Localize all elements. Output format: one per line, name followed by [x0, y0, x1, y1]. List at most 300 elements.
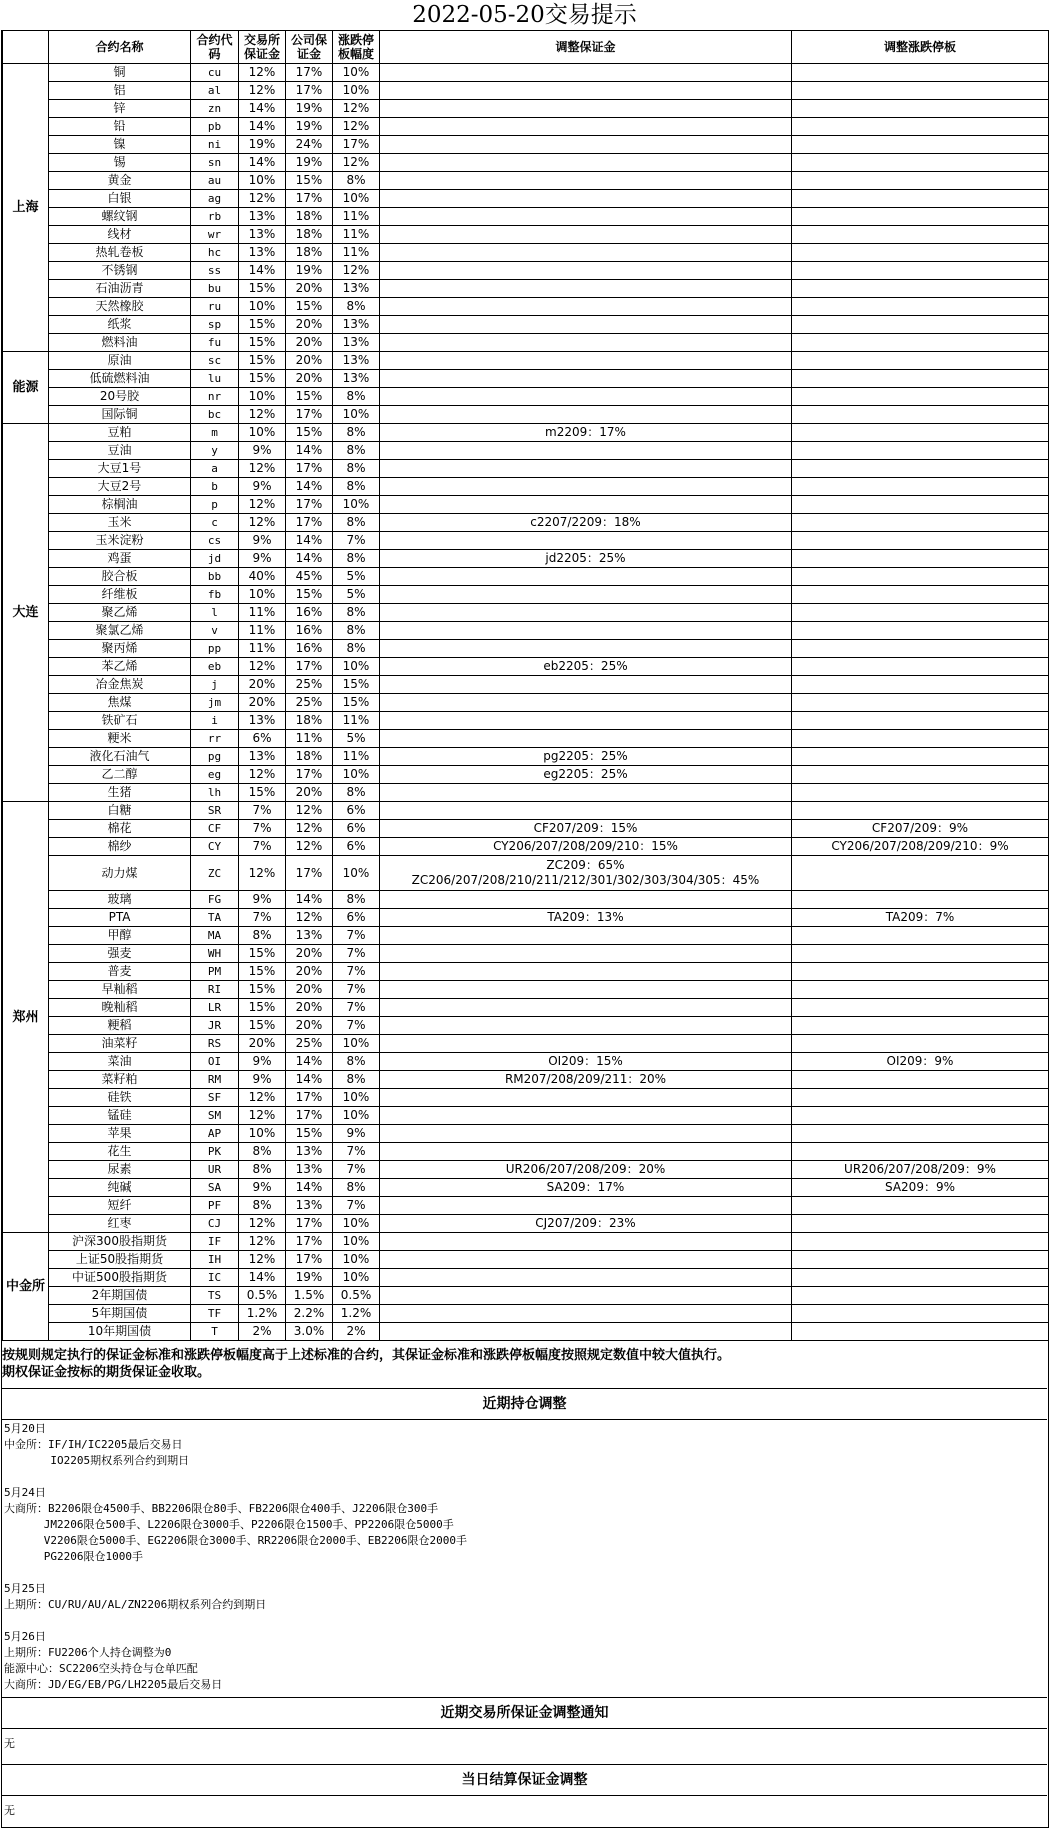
company-margin-cell: 13% [286, 927, 333, 945]
company-margin-cell: 17% [286, 1089, 333, 1107]
limit-cell: 10% [333, 658, 380, 676]
table-row [3, 730, 1049, 748]
company-margin-cell: 12% [286, 909, 333, 927]
adjust-limit-cell [792, 891, 1049, 909]
contract-name-cell: 动力煤 [49, 856, 191, 891]
limit-cell: 7% [333, 1197, 380, 1215]
company-margin-cell: 17% [286, 82, 333, 100]
adjust-limit-cell [792, 244, 1049, 262]
company-margin-cell: 3.0% [286, 1323, 333, 1341]
adjust-limit-cell [792, 1269, 1049, 1287]
company-margin-cell: 14% [286, 532, 333, 550]
contract-code-cell: SR [191, 802, 239, 820]
contract-code-cell: sp [191, 316, 239, 334]
exchange-margin-cell: 15% [239, 370, 286, 388]
adjust-limit-cell [792, 100, 1049, 118]
adjust-limit-cell [792, 586, 1049, 604]
adjust-margin-cell: RM207/208/209/211：20% [380, 1071, 792, 1089]
contract-code-cell: hc [191, 244, 239, 262]
adjust-margin-cell [380, 1035, 792, 1053]
table-row [3, 712, 1049, 730]
adjust-margin-cell [380, 712, 792, 730]
limit-cell: 2% [333, 1323, 380, 1341]
limit-cell: 15% [333, 694, 380, 712]
contract-code-cell: i [191, 712, 239, 730]
limit-cell: 6% [333, 820, 380, 838]
adjust-margin-cell [380, 154, 792, 172]
table-row [3, 388, 1049, 406]
table-row [3, 64, 1049, 82]
limit-cell: 11% [333, 748, 380, 766]
adjust-margin-cell: pg2205：25% [380, 748, 792, 766]
contract-code-cell: ni [191, 136, 239, 154]
contract-code-cell: j [191, 676, 239, 694]
contract-name-cell: 棉花 [49, 820, 191, 838]
adjust-limit-cell [792, 424, 1049, 442]
adjust-limit-cell [792, 334, 1049, 352]
company-margin-cell: 12% [286, 838, 333, 856]
contract-name-cell: 纯碱 [49, 1179, 191, 1197]
adjust-margin-cell [380, 388, 792, 406]
page-title: 2022-05-20交易提示 [412, 2, 637, 28]
limit-cell: 10% [333, 1215, 380, 1233]
table-row [3, 1053, 1049, 1071]
contract-code-cell: WH [191, 945, 239, 963]
exchange-label: 能源 [3, 352, 49, 424]
exchange-margin-cell: 12% [239, 856, 286, 891]
contract-code-cell: al [191, 82, 239, 100]
company-margin-cell: 17% [286, 64, 333, 82]
adjust-margin-cell [380, 784, 792, 802]
adjust-margin-cell [380, 1269, 792, 1287]
exchange-margin-cell: 2% [239, 1323, 286, 1341]
adjust-margin-cell [380, 963, 792, 981]
header-contract-code: 合约代码 [191, 31, 239, 64]
limit-cell: 10% [333, 856, 380, 891]
adjust-margin-cell [380, 298, 792, 316]
table-row [3, 190, 1049, 208]
table-row [3, 784, 1049, 802]
contract-code-cell: IC [191, 1269, 239, 1287]
contract-code-cell: l [191, 604, 239, 622]
table-row [3, 1179, 1049, 1197]
adjust-margin-cell [380, 82, 792, 100]
limit-cell: 7% [333, 1143, 380, 1161]
company-margin-cell: 11% [286, 730, 333, 748]
company-margin-cell: 20% [286, 334, 333, 352]
contract-code-cell: ag [191, 190, 239, 208]
contract-name-cell: 甲醇 [49, 927, 191, 945]
exchange-margin-cell: 7% [239, 802, 286, 820]
table-row [3, 640, 1049, 658]
company-margin-cell: 16% [286, 604, 333, 622]
adjust-limit-cell [792, 1197, 1049, 1215]
exchange-margin-cell: 10% [239, 388, 286, 406]
adjust-margin-cell [380, 1089, 792, 1107]
table-row [3, 1071, 1049, 1089]
company-margin-cell: 20% [286, 963, 333, 981]
contract-name-cell: 原油 [49, 352, 191, 370]
limit-cell: 5% [333, 730, 380, 748]
contract-code-cell: ss [191, 262, 239, 280]
table-row [3, 927, 1049, 945]
company-margin-cell: 20% [286, 280, 333, 298]
contract-name-cell: 铁矿石 [49, 712, 191, 730]
limit-cell: 11% [333, 226, 380, 244]
contract-name-cell: 燃料油 [49, 334, 191, 352]
limit-cell: 8% [333, 604, 380, 622]
limit-cell: 13% [333, 334, 380, 352]
limit-cell: 8% [333, 514, 380, 532]
header-company-margin: 公司保证金 [286, 31, 333, 64]
adjust-margin-cell: TA209：13% [380, 909, 792, 927]
exchange-margin-cell: 7% [239, 820, 286, 838]
limit-cell: 8% [333, 1179, 380, 1197]
exchange-margin-cell: 15% [239, 280, 286, 298]
company-margin-cell: 17% [286, 1251, 333, 1269]
company-margin-cell: 17% [286, 658, 333, 676]
exchange-margin-cell: 15% [239, 784, 286, 802]
table-row [3, 406, 1049, 424]
adjust-margin-cell [380, 172, 792, 190]
exchange-margin-cell: 12% [239, 496, 286, 514]
adjust-margin-cell [380, 370, 792, 388]
exchange-margin-cell: 9% [239, 532, 286, 550]
header-limit: 涨跌停板幅度 [333, 31, 380, 64]
contract-name-cell: 锡 [49, 154, 191, 172]
adjust-limit-cell [792, 460, 1049, 478]
adjust-limit-cell [792, 927, 1049, 945]
company-margin-cell: 20% [286, 352, 333, 370]
limit-cell: 17% [333, 136, 380, 154]
exchange-margin-cell: 13% [239, 244, 286, 262]
adjust-margin-cell: jd2205：25% [380, 550, 792, 568]
table-row [3, 945, 1049, 963]
limit-cell: 11% [333, 208, 380, 226]
adjust-margin-cell [380, 622, 792, 640]
company-margin-cell: 16% [286, 622, 333, 640]
exchange-label: 大连 [3, 424, 49, 802]
contract-name-cell: 玉米淀粉 [49, 532, 191, 550]
adjust-margin-cell [380, 64, 792, 82]
company-margin-cell: 15% [286, 298, 333, 316]
adjust-margin-cell: UR206/207/208/209：20% [380, 1161, 792, 1179]
company-margin-cell: 20% [286, 784, 333, 802]
contract-name-cell: 国际铜 [49, 406, 191, 424]
adjust-margin-cell: CJ207/209：23% [380, 1215, 792, 1233]
adjust-limit-cell [792, 1143, 1049, 1161]
limit-cell: 10% [333, 1107, 380, 1125]
contract-code-cell: ru [191, 298, 239, 316]
company-margin-cell: 19% [286, 118, 333, 136]
contract-code-cell: y [191, 442, 239, 460]
adjust-limit-cell [792, 496, 1049, 514]
limit-cell: 11% [333, 712, 380, 730]
contract-name-cell: 粳米 [49, 730, 191, 748]
table-row [3, 100, 1049, 118]
exchange-margin-cell: 12% [239, 1107, 286, 1125]
adjust-limit-cell [792, 1071, 1049, 1089]
exchange-margin-cell: 0.5% [239, 1287, 286, 1305]
contract-code-cell: SF [191, 1089, 239, 1107]
exchange-margin-cell: 8% [239, 1197, 286, 1215]
adjust-margin-cell [380, 208, 792, 226]
table-row [3, 748, 1049, 766]
exchange-margin-cell: 15% [239, 352, 286, 370]
contract-name-cell: 菜籽粕 [49, 1071, 191, 1089]
adjust-margin-cell: eb2205：25% [380, 658, 792, 676]
adjust-margin-cell: CY206/207/208/209/210：15% [380, 838, 792, 856]
limit-cell: 5% [333, 586, 380, 604]
table-row [3, 1305, 1049, 1323]
contract-code-cell: IH [191, 1251, 239, 1269]
limit-cell: 7% [333, 945, 380, 963]
contract-name-cell: 花生 [49, 1143, 191, 1161]
contract-code-cell: c [191, 514, 239, 532]
table-row [3, 856, 1049, 891]
contract-name-cell: 强麦 [49, 945, 191, 963]
contract-name-cell: 镍 [49, 136, 191, 154]
table-row [3, 82, 1049, 100]
limit-cell: 10% [333, 1269, 380, 1287]
contract-name-cell: 白银 [49, 190, 191, 208]
adjust-margin-cell [380, 676, 792, 694]
company-margin-cell: 14% [286, 891, 333, 909]
limit-cell: 12% [333, 154, 380, 172]
adjust-limit-cell [792, 712, 1049, 730]
adjust-limit-cell [792, 442, 1049, 460]
limit-cell: 10% [333, 1251, 380, 1269]
limit-cell: 10% [333, 406, 380, 424]
adjust-margin-cell [380, 262, 792, 280]
exchange-margin-cell: 11% [239, 640, 286, 658]
adjust-limit-cell [792, 856, 1049, 891]
table-row [3, 154, 1049, 172]
contract-name-cell: 豆油 [49, 442, 191, 460]
exchange-margin-cell: 12% [239, 1233, 286, 1251]
contract-code-cell: sc [191, 352, 239, 370]
company-margin-cell: 20% [286, 981, 333, 999]
company-margin-cell: 18% [286, 226, 333, 244]
limit-cell: 7% [333, 1161, 380, 1179]
table-row [3, 658, 1049, 676]
contract-name-cell: 冶金焦炭 [49, 676, 191, 694]
adjust-margin-cell [380, 442, 792, 460]
exchange-margin-cell: 19% [239, 136, 286, 154]
adjust-limit-cell [792, 136, 1049, 154]
settlement-heading: 当日结算保证金调整 [2, 1764, 1047, 1796]
adjust-limit-cell [792, 694, 1049, 712]
adjust-limit-cell [792, 298, 1049, 316]
exchange-margin-cell: 9% [239, 478, 286, 496]
adjust-limit-cell [792, 1323, 1049, 1341]
exchange-margin-cell: 14% [239, 154, 286, 172]
company-margin-cell: 17% [286, 190, 333, 208]
adjust-margin-cell [380, 532, 792, 550]
adjust-limit-cell [792, 1251, 1049, 1269]
table-row [3, 208, 1049, 226]
company-margin-cell: 15% [286, 1125, 333, 1143]
limit-cell: 13% [333, 280, 380, 298]
limit-cell: 8% [333, 1053, 380, 1071]
adjust-limit-cell [792, 766, 1049, 784]
table-header-row [3, 31, 1049, 64]
adjust-margin-cell [380, 460, 792, 478]
adjust-margin-cell [380, 280, 792, 298]
table-row [3, 766, 1049, 784]
company-margin-cell: 13% [286, 1197, 333, 1215]
company-margin-cell: 14% [286, 1053, 333, 1071]
contract-code-cell: UR [191, 1161, 239, 1179]
adjust-margin-cell [380, 1197, 792, 1215]
adjust-limit-cell [792, 999, 1049, 1017]
adjust-margin-cell [380, 1017, 792, 1035]
contract-name-cell: 豆粕 [49, 424, 191, 442]
adjust-limit-cell [792, 730, 1049, 748]
company-margin-cell: 13% [286, 1161, 333, 1179]
contract-name-cell: 2年期国债 [49, 1287, 191, 1305]
limit-cell: 7% [333, 927, 380, 945]
contract-name-cell: 油菜籽 [49, 1035, 191, 1053]
exchange-margin-cell: 13% [239, 748, 286, 766]
exchange-margin-cell: 15% [239, 963, 286, 981]
adjust-margin-cell [380, 1125, 792, 1143]
adjust-limit-cell [792, 1035, 1049, 1053]
contract-code-cell: b [191, 478, 239, 496]
header-adjust-margin: 调整保证金 [380, 31, 792, 64]
limit-cell: 7% [333, 981, 380, 999]
company-margin-cell: 1.5% [286, 1287, 333, 1305]
company-margin-cell: 25% [286, 676, 333, 694]
contract-code-cell: jm [191, 694, 239, 712]
contract-name-cell: 白糖 [49, 802, 191, 820]
table-row [3, 838, 1049, 856]
company-margin-cell: 14% [286, 550, 333, 568]
contract-name-cell: 锌 [49, 100, 191, 118]
table-row [3, 334, 1049, 352]
limit-cell: 10% [333, 190, 380, 208]
settlement-text: 无 [4, 1804, 15, 1817]
contract-code-cell: bb [191, 568, 239, 586]
adjust-limit-cell [792, 64, 1049, 82]
exchange-margin-cell: 14% [239, 262, 286, 280]
table-row [3, 909, 1049, 927]
exchange-label: 上海 [3, 64, 49, 352]
position-adjust-heading: 近期持仓调整 [2, 1388, 1047, 1420]
exchange-margin-cell: 7% [239, 838, 286, 856]
contract-code-cell: PF [191, 1197, 239, 1215]
exchange-margin-cell: 9% [239, 1179, 286, 1197]
exchange-margin-cell: 9% [239, 891, 286, 909]
contract-name-cell: 硅铁 [49, 1089, 191, 1107]
table-row [3, 226, 1049, 244]
limit-cell: 7% [333, 999, 380, 1017]
contract-name-cell: 大豆2号 [49, 478, 191, 496]
exchange-margin-cell: 14% [239, 1269, 286, 1287]
contract-name-cell: 玉米 [49, 514, 191, 532]
limit-cell: 10% [333, 1233, 380, 1251]
limit-cell: 8% [333, 298, 380, 316]
adjust-limit-cell [792, 388, 1049, 406]
contract-code-cell: RI [191, 981, 239, 999]
adjust-margin-cell [380, 190, 792, 208]
rule-note: 按规则规定执行的保证金标准和涨跌停板幅度高于上述标准的合约，其保证金标准和涨跌停板幅度按照规定数值中较大值执行。 期权保证金按标的期货保证金收取。 [2, 1348, 731, 1380]
limit-cell: 8% [333, 622, 380, 640]
limit-cell: 5% [333, 568, 380, 586]
contract-name-cell: 低硫燃料油 [49, 370, 191, 388]
limit-cell: 6% [333, 802, 380, 820]
contract-code-cell: IF [191, 1233, 239, 1251]
exchange-label: 中金所 [3, 1233, 49, 1341]
adjust-margin-cell [380, 802, 792, 820]
limit-cell: 8% [333, 784, 380, 802]
contract-code-cell: rr [191, 730, 239, 748]
adjust-margin-cell: OI209：15% [380, 1053, 792, 1071]
adjust-limit-cell [792, 640, 1049, 658]
adjust-limit-cell [792, 550, 1049, 568]
company-margin-cell: 15% [286, 424, 333, 442]
table-row [3, 424, 1049, 442]
contract-code-cell: zn [191, 100, 239, 118]
contract-code-cell: fu [191, 334, 239, 352]
contract-code-cell: rb [191, 208, 239, 226]
limit-cell: 8% [333, 478, 380, 496]
contract-name-cell: 20号胶 [49, 388, 191, 406]
contract-name-cell: 黄金 [49, 172, 191, 190]
exchange-margin-cell: 9% [239, 1071, 286, 1089]
contract-code-cell: v [191, 622, 239, 640]
company-margin-cell: 17% [286, 496, 333, 514]
contract-code-cell: jd [191, 550, 239, 568]
adjust-margin-cell [380, 478, 792, 496]
exchange-margin-cell: 8% [239, 1143, 286, 1161]
adjust-limit-cell [792, 118, 1049, 136]
limit-cell: 8% [333, 460, 380, 478]
contract-name-cell: 纸浆 [49, 316, 191, 334]
contract-code-cell: pb [191, 118, 239, 136]
company-margin-cell: 19% [286, 100, 333, 118]
exchange-margin-cell: 12% [239, 82, 286, 100]
table-row [3, 694, 1049, 712]
exchange-margin-cell: 14% [239, 100, 286, 118]
company-margin-cell: 18% [286, 748, 333, 766]
company-margin-cell: 16% [286, 640, 333, 658]
contract-name-cell: 沪深300股指期货 [49, 1233, 191, 1251]
contract-code-cell: lh [191, 784, 239, 802]
table-row [3, 316, 1049, 334]
position-adjust-text: 5月20日 中金所：IF/IH/IC2205最后交易日 IO2205期权系列合约到期日 5月24日 大商所：B2206限仓4500手、BB2206限仓80手、FB2206限仓400手、J2206限仓300手 JM2206限仓500手、L2206限仓3000手、P2206限仓1500手、PP2206限仓5000手 V2206限仓5000手、EG2206限仓3000手、RR2206限仓2000手、EB2206限仓2000手 PG2206限仓1000手 5月25日 上期所：CU/RU/AU/AL/ZN2206期权系列合约到期日 5月26日 上期所：FU2206个人持仓调整为0 能源中心：SC2206空头持仓与仓单匹配 大商所：JD/EG/EB/PG/LH2205最后交易日 [4, 1422, 468, 1691]
contract-name-cell: 螺纹钢 [49, 208, 191, 226]
exchange-margin-cell: 10% [239, 172, 286, 190]
adjust-limit-cell: SA209：9% [792, 1179, 1049, 1197]
adjust-margin-cell [380, 1305, 792, 1323]
adjust-limit-cell [792, 532, 1049, 550]
adjust-margin-cell [380, 568, 792, 586]
contract-name-cell: 早籼稻 [49, 981, 191, 999]
contract-code-cell: cu [191, 64, 239, 82]
table-row [3, 550, 1049, 568]
table-row [3, 118, 1049, 136]
limit-cell: 8% [333, 388, 380, 406]
contract-name-cell: 中证500股指期货 [49, 1269, 191, 1287]
limit-cell: 8% [333, 424, 380, 442]
adjust-limit-cell [792, 1107, 1049, 1125]
contract-name-cell: 粳稻 [49, 1017, 191, 1035]
contract-name-cell: 铝 [49, 82, 191, 100]
contract-name-cell: 聚氯乙烯 [49, 622, 191, 640]
limit-cell: 10% [333, 64, 380, 82]
contract-code-cell: FG [191, 891, 239, 909]
